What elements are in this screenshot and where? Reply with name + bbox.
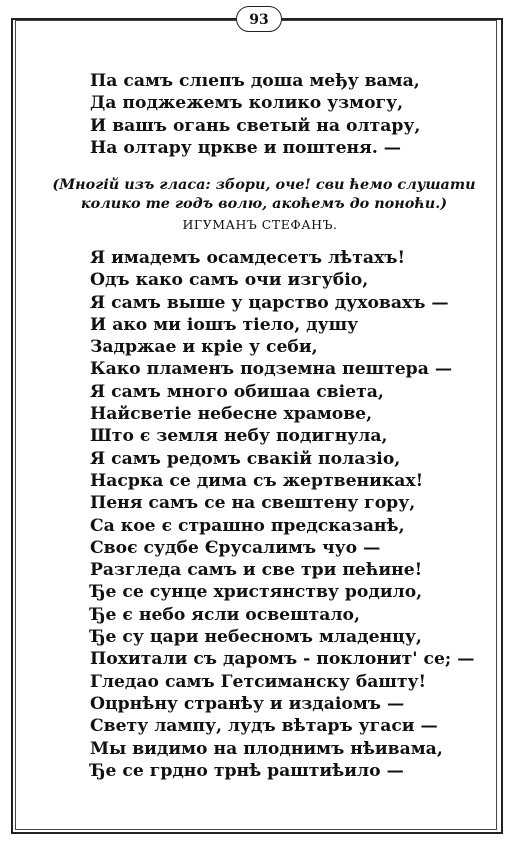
verse-line: Похитали съ даромъ - поклонит' се; — (90, 649, 475, 670)
verse-line: Задржае и кріе у себи, (90, 337, 318, 358)
verse-line: И вашъ огань светый на олтару, (90, 115, 421, 136)
verse-line: Я самъ редомъ свакій полазіо, (90, 448, 401, 469)
verse-line: Ђе су цари небесномъ младенцу, (90, 627, 422, 648)
verse-line: На олтару цркве и поштеня. — (90, 137, 401, 158)
verse-line: Я самъ выше у царство духовахъ — (90, 292, 449, 313)
verse-line: Свету лампу, лудъ вѣтаръ угаси — (90, 716, 438, 737)
verse-line: Са кое є страшно предсказанѣ, (90, 515, 405, 536)
verse-line: Ђе се сунце христянству родило, (90, 582, 423, 603)
stage-direction-line: (Многій изъ гласа: збори, оче! сви ћемо слушати (52, 176, 476, 193)
verse-line: Па самъ слıепъ доша међу вама, (90, 71, 420, 91)
verse-line: Да поджежемъ колико узмогу, (90, 93, 404, 114)
verse-line: Гледао самъ Гетсиманску башту! (90, 671, 427, 692)
verse-line: Я имадемъ осамдесетъ лѣтахъ! (90, 248, 406, 268)
stage-direction (40, 175, 488, 213)
verse-line: Я самъ много обишаа свіета, (90, 381, 384, 402)
opening-verse (90, 70, 490, 159)
verse-line: Своє судбе Єрусалимъ чуо — (90, 537, 381, 558)
verse-line: Оцрнѣну странѣу и издаіомъ — (90, 693, 405, 714)
verse-line: И ако ми іошъ тіело, душу (90, 314, 359, 335)
verse-line: Насрка се дима съ жертвениках! (90, 470, 424, 491)
page-number: 93 (236, 6, 282, 32)
speaker-heading: ИГУМАНЪ СТЕФАНЪ. (182, 217, 338, 232)
verse-line: Како пламенъ подземна пештера — (90, 359, 453, 380)
verse-line: Одъ како самъ очи изгубіо, (90, 270, 369, 291)
verse-line: Што є земля небу подигнула, (90, 426, 388, 447)
verse-line: Найсветіе небесне храмове, (90, 404, 373, 425)
verse-line: Пеня самъ се на свештену гору, (90, 493, 416, 514)
verse-line: Разгледа самъ и све три пећине! (90, 560, 423, 581)
verse-line: Мы видимо на плоднимъ нѣивама, (90, 738, 443, 759)
stage-direction-line: колико те годъ волю, акоћемъ до поноћи.) (80, 195, 448, 212)
verse-line: Ђе є небо ясли освештало, (90, 604, 360, 625)
speech-verse (90, 247, 490, 782)
verse-line: Ђе се грдно трнѣ раштиѣило — (90, 760, 404, 781)
